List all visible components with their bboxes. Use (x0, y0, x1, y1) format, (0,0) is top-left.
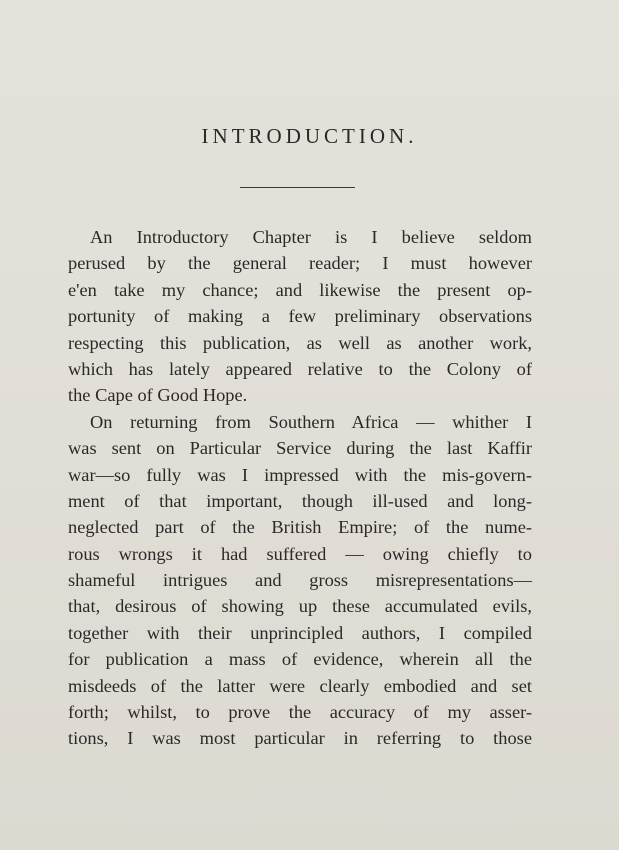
text-line: rous wrongs it had suffered — owing chiefly to (68, 543, 532, 564)
text-line: that, desirous of showing up these accumulated evils, (68, 596, 532, 617)
text-line: the Cape of Good Hope. (68, 385, 248, 406)
text-line: portunity of making a few preliminary observations (68, 306, 532, 327)
text-line: neglected part of the British Empire; of the nume- (68, 517, 532, 538)
text-line: misdeeds of the latter were clearly embodied and set (68, 675, 532, 696)
text-line: An Introductory Chapter is I believe seldom (90, 227, 532, 247)
text-line: for publication a mass of evidence, wherein all the (68, 649, 532, 670)
text-line: ment of that important, though ill-used and long- (68, 490, 532, 511)
text-line: forth; whilst, to prove the accuracy of my asser- (68, 702, 532, 723)
text-line: On returning from Southern Africa — whither I (90, 411, 532, 432)
text-line: e'en take my chance; and likewise the present op- (68, 279, 532, 300)
text-line: war—so fully was I impressed with the mis-govern- (68, 464, 532, 485)
body-text (68, 224, 532, 752)
text-line: respecting this publication, as well as another work, (68, 332, 532, 353)
text-line: together with their unprincipled authors, I compiled (68, 622, 532, 643)
text-line: was sent on Particular Service during the last Kaffir (68, 438, 532, 459)
text-line: shameful intrigues and gross misrepresentations— (68, 570, 532, 591)
text-line: tions, I was most particular in referring to those (68, 728, 532, 749)
text-line: which has lately appeared relative to the Colony of (68, 358, 532, 379)
text-line: perused by the general reader; I must however (68, 253, 532, 274)
heading-divider (240, 187, 355, 188)
chapter-heading: INTRODUCTION. (201, 124, 418, 148)
